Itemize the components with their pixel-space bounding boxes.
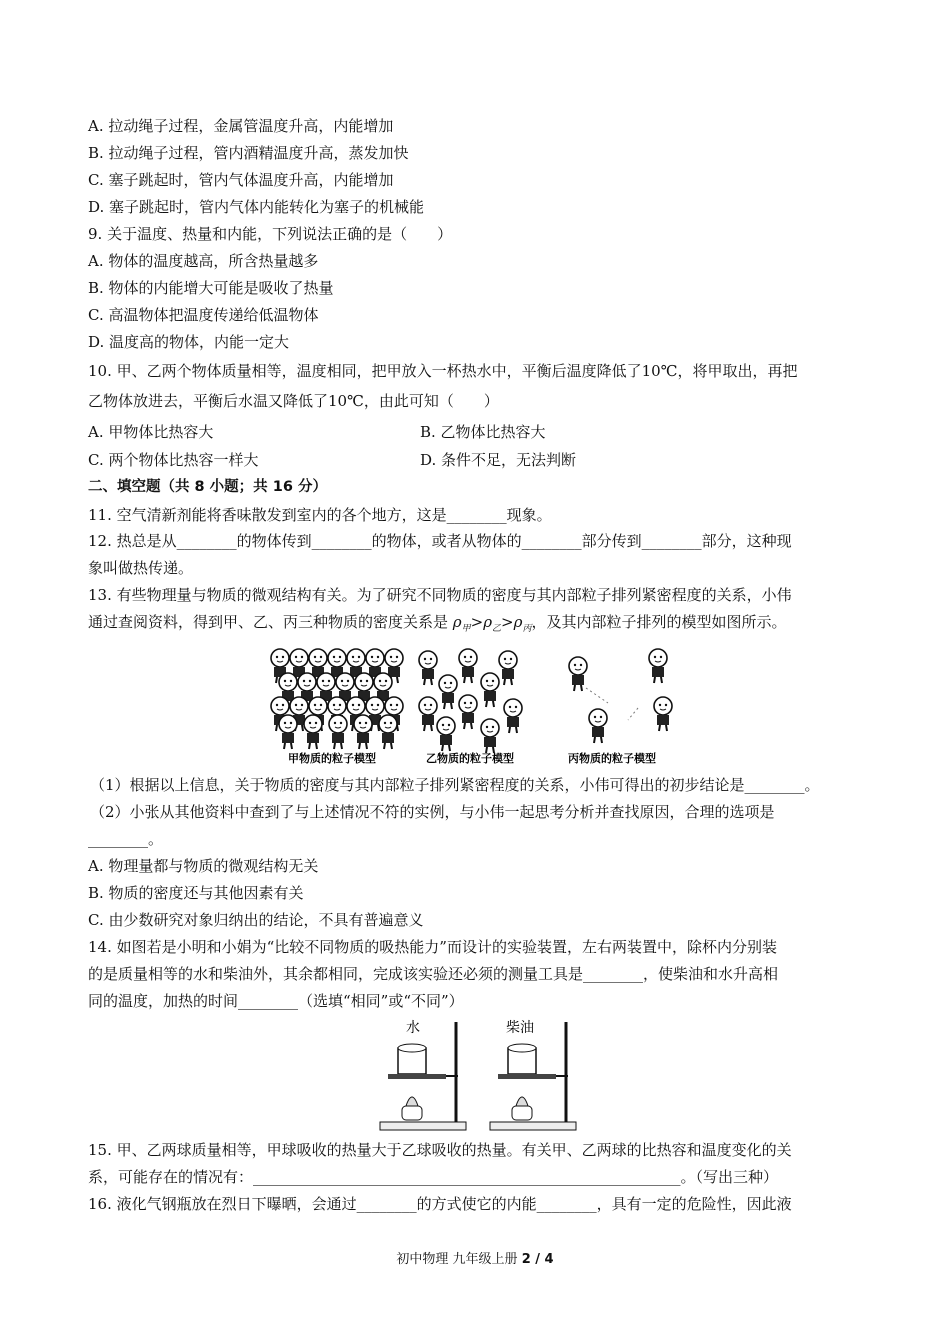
q10-option-a: A. 甲物体比热容大 <box>88 423 214 441</box>
q8-option-d: D. 塞子跳起时，管内气体内能转化为塞子的机械能 <box>88 198 425 216</box>
q16-stem: 16. 液化气钢瓶放在烈日下曝晒，会通过________的方式使它的内能________，具有一定的危险性，因此液 <box>88 1195 792 1213</box>
q13-option-a: A. 物理量都与物质的微观结构无关 <box>88 857 319 875</box>
q8-option-c: C. 塞子跳起时，管内气体温度升高，内能增加 <box>88 171 394 189</box>
q10-option-b: B. 乙物体比热容大 <box>420 423 546 441</box>
caption-jia: 甲物质的粒子模型 <box>288 752 376 765</box>
particle-model-figure <box>268 648 698 766</box>
caption-yi: 乙物质的粒子模型 <box>426 752 514 765</box>
caption-bing: 丙物质的粒子模型 <box>568 752 656 765</box>
q11-stem: 11. 空气清新剂能将香味散发到室内的各个地方，这是________现象。 <box>88 506 552 524</box>
density-relation: $\rho_甲>\rho_乙>\rho_丙$ <box>452 613 532 634</box>
q9-stem: 9. 关于温度、热量和内能，下列说法正确的是（ ） <box>88 225 453 243</box>
q13-sub2: （2）小张从其他资料中查到了与上述情况不符的实例，与小伟一起思考分析并查找原因，合理的选项是 <box>90 803 775 821</box>
section-heading: 二、填空题（共 8 小题；共 16 分） <box>88 479 327 495</box>
footer-text: 初中物理 九年级上册 <box>396 1252 522 1267</box>
page-number: 2 / 4 <box>521 1252 554 1267</box>
q13-option-c: C. 由少数研究对象归纳出的结论，不具有普遍意义 <box>88 911 424 929</box>
medium-particle-group <box>419 649 522 753</box>
q12-stem-line2: 象叫做热传递。 <box>88 559 194 577</box>
page-footer <box>0 1248 950 1267</box>
q8-option-a: A. 拉动绳子过程，金属管温度升高，内能增加 <box>88 117 394 135</box>
q15-stem-line2: 系，可能存在的情况有：_________________________________________________________。（写出三种） <box>88 1168 779 1186</box>
q8-option-b: B. 拉动绳子过程，管内酒精温度升高，蒸发加快 <box>88 144 409 162</box>
q9-option-d: D. 温度高的物体，内能一定大 <box>88 333 290 351</box>
q14-stem-line1: 14. 如图若是小明和小娟为“比较不同物质的吸热能力”而设计的实验装置，左右两装置中，除杯内分别装 <box>88 938 777 956</box>
q9-option-b: B. 物体的内能增大可能是吸收了热量 <box>88 279 334 297</box>
q10-option-d: D. 条件不足，无法判断 <box>420 451 577 469</box>
q9-option-c: C. 高温物体把温度传递给低温物体 <box>88 306 319 324</box>
label-water: 水 <box>406 1020 420 1036</box>
water-apparatus <box>380 1019 466 1130</box>
dense-particle-group <box>271 649 403 749</box>
q10-stem-line1: 10. 甲、乙两个物体质量相等，温度相同，把甲放入一杯热水中，平衡后温度降低了10℃，将甲取出，再把 <box>88 362 798 380</box>
q14-stem-line2: 的是质量相等的水和柴油外，其余都相同，完成该实验还必须的测量工具是________，使柴油和水升高相 <box>88 965 779 983</box>
label-oil: 柴油 <box>506 1020 534 1036</box>
q13-option-b: B. 物质的密度还与其他因素有关 <box>88 884 304 902</box>
q13-sub2-blank: ________。 <box>88 830 164 848</box>
q9-option-a: A. 物体的温度越高，所含热量越多 <box>88 252 319 270</box>
q12-stem-line1: 12. 热总是从________的物体传到________的物体，或者从物体的________部分传到________部分，这种现 <box>88 532 792 550</box>
sparse-particle-group <box>569 649 672 743</box>
oil-apparatus <box>490 1019 576 1130</box>
q13-stem-line2 <box>88 612 786 639</box>
heating-apparatus-figure <box>378 1018 588 1133</box>
q13-stem-text: 通过查阅资料，得到甲、乙、丙三种物质的密度关系是 <box>88 613 453 631</box>
q14-stem-line3: 同的温度，加热的时间________（选填“相同”或“不同”） <box>88 992 464 1010</box>
q15-stem-line1: 15. 甲、乙两球质量相等，甲球吸收的热量大于乙球吸收的热量。有关甲、乙两球的比热容和温度变化的关 <box>88 1141 792 1159</box>
q10-option-c: C. 两个物体比热容一样大 <box>88 451 259 469</box>
q13-stem-tail: ，及其内部粒子排列的模型如图所示。 <box>531 613 787 631</box>
q13-stem-line1: 13. 有些物理量与物质的微观结构有关。为了研究不同物质的密度与其内部粒子排列紧密程度的关系，小伟 <box>88 586 792 604</box>
q10-stem-line2: 乙物体放进去，平衡后水温又降低了10℃，由此可知（ ） <box>88 392 499 410</box>
q13-sub1: （1）根据以上信息，关于物质的密度与其内部粒子排列紧密程度的关系，小伟可得出的初步结论是________。 <box>90 776 820 794</box>
